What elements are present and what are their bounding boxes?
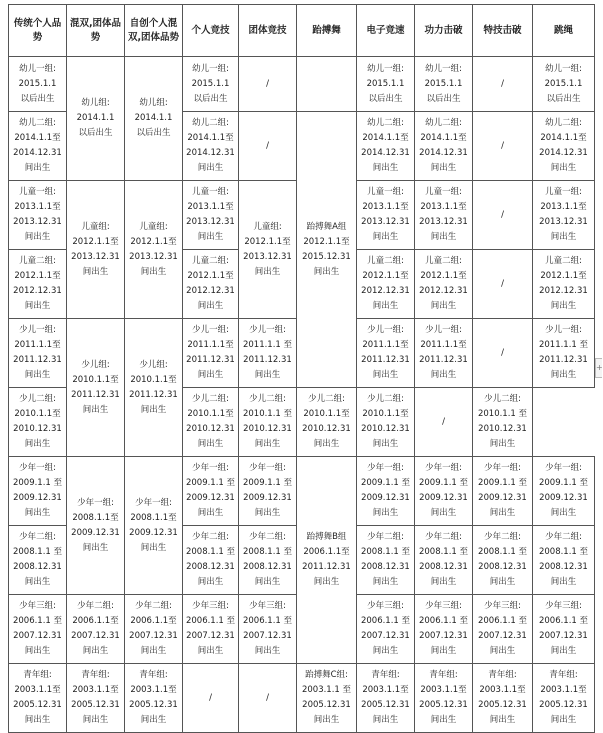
table-cell: 少年二组: 2008.1.1 至 2008.12.31 间出生 — [473, 526, 533, 595]
table-cell: 青年组: 2003.1.1至 2005.12.31 间出生 — [125, 664, 183, 733]
header-pair-team-poomsae: 混双,团体品势 — [67, 5, 125, 57]
table-cell: 幼儿二组: 2014.1.1至 2014.12.31 间出生 — [415, 112, 473, 181]
dance-group-c-cell: 跆搏舞C组: 2003.1.1 至 2005.12.31 间出生 — [297, 664, 357, 733]
table-cell: 少年二组: 2008.1.1 至 2008.12.31 间出生 — [9, 526, 67, 595]
empty-cell-dash: / — [473, 250, 533, 319]
table-cell: 儿童组: 2012.1.1至 2013.12.31 间出生 — [67, 181, 125, 319]
table-cell: 儿童二组: 2012.1.1至 2012.12.31 间出生 — [415, 250, 473, 319]
table-cell: 少儿二组: 2010.1.1至 2010.12.31 间出生 — [183, 388, 239, 457]
header-jump-rope: 跳绳 — [533, 5, 595, 57]
table-cell: 儿童一组: 2013.1.1至 2013.12.31 间出生 — [533, 181, 595, 250]
table-cell: 青年组: 2003.1.1至 2005.12.31 间出生 — [473, 664, 533, 733]
header-row — [9, 5, 595, 57]
table-cell: 儿童组: 2012.1.1至 2013.12.31 间出生 — [239, 181, 297, 319]
empty-cell-dash: / — [239, 57, 297, 112]
table-cell: 少年一组: 2009.1.1 至 2009.12.31 间出生 — [415, 457, 473, 526]
empty-cell-dash: / — [239, 664, 297, 733]
table-cell: 少儿二组: 2010.1.1至 2010.12.31 间出生 — [297, 388, 357, 457]
dance-group-b-cell: 跆搏舞B组 2006.1.1至 2011.12.31 间出生 — [297, 457, 357, 664]
table-cell: 少儿一组: 2011.1.1至 2011.12.31 间出生 — [357, 319, 415, 388]
table-cell: 青年组: 2003.1.1至 2005.12.31 间出生 — [533, 664, 595, 733]
table-cell: 少儿二组: 2010.1.1 至 2010.12.31 间出生 — [473, 388, 533, 457]
empty-cell-dash: / — [473, 112, 533, 181]
table-cell: 儿童组: 2012.1.1至 2013.12.31 间出生 — [125, 181, 183, 319]
table-cell: 少年一组: 2009.1.1 至 2009.12.31 间出生 — [239, 457, 297, 526]
empty-cell-dash: / — [415, 388, 473, 457]
header-individual-sparring: 个人竞技 — [183, 5, 239, 57]
table-cell: 少儿二组: 2010.1.1 至 2010.12.31 间出生 — [239, 388, 297, 457]
empty-cell-dash: / — [473, 57, 533, 112]
table-cell: 青年组: 2003.1.1至 2005.12.31 间出生 — [357, 664, 415, 733]
table-cell: 儿童一组: 2013.1.1至 2013.12.31 间出生 — [415, 181, 473, 250]
table-cell: 幼儿一组: 2015.1.1 以后出生 — [533, 57, 595, 112]
table-cell: 少年三组: 2006.1.1 至 2007.12.31 间出生 — [415, 595, 473, 664]
table-cell: 青年组: 2003.1.1至 2005.12.31 间出生 — [67, 664, 125, 733]
table-cell: 少儿一组: 2011.1.1至 2011.12.31 间出生 — [183, 319, 239, 388]
table-cell: 儿童二组: 2012.1.1至 2012.12.31 间出生 — [9, 250, 67, 319]
table-cell: 少年一组: 2008.1.1至 2009.12.31 间出生 — [125, 457, 183, 595]
table-cell: 少年三组: 2006.1.1 至 2007.12.31 间出生 — [183, 595, 239, 664]
table-cell: 少年一组: 2009.1.1 至 2009.12.31 间出生 — [473, 457, 533, 526]
empty-cell-dash: / — [473, 319, 533, 388]
table-cell: 幼儿二组: 2014.1.1至 2014.12.31 间出生 — [9, 112, 67, 181]
table-cell: 少年二组: 2008.1.1 至 2008.12.31 间出生 — [183, 526, 239, 595]
table-cell: 幼儿一组: 2015.1.1 以后出生 — [183, 57, 239, 112]
table-row — [9, 57, 595, 112]
header-electronic-speed: 电子竞速 — [357, 5, 415, 57]
dance-group-a-cell: 跆搏舞A组 2012.1.1至 2015.12.31 间出生 — [297, 112, 357, 388]
table-cell: 少儿二组: 2010.1.1至 2010.12.31 间出生 — [357, 388, 415, 457]
header-special-breaking: 特技击破 — [473, 5, 533, 57]
table-cell: 少年二组: 2008.1.1 至 2008.12.31 间出生 — [415, 526, 473, 595]
header-traditional-poomsae: 传统个人品势 — [9, 5, 67, 57]
table-cell: 儿童一组: 2013.1.1至 2013.12.31 间出生 — [183, 181, 239, 250]
table-cell: 青年组: 2003.1.1至 2005.12.31 间出生 — [9, 664, 67, 733]
table-cell: 少年一组: 2009.1.1 至 2009.12.31 间出生 — [183, 457, 239, 526]
table-cell: 幼儿一组: 2015.1.1 以后出生 — [357, 57, 415, 112]
table-cell: 少年二组: 2008.1.1 至 2008.12.31 间出生 — [357, 526, 415, 595]
header-taekwondo-dance: 跆搏舞 — [297, 5, 357, 57]
table-cell: 少年一组: 2008.1.1至 2009.12.31 间出生 — [67, 457, 125, 595]
table-cell: 少儿组: 2010.1.1至 2011.12.31 间出生 — [67, 319, 125, 457]
table-cell: 少年二组: 2006.1.1至 2007.12.31 间出生 — [67, 595, 125, 664]
table-cell: 少年三组: 2006.1.1 至 2007.12.31 间出生 — [357, 595, 415, 664]
table-row — [9, 664, 595, 733]
table-cell: 幼儿组: 2014.1.1 以后出生 — [67, 57, 125, 181]
table-cell: 儿童二组: 2012.1.1至 2012.12.31 间出生 — [357, 250, 415, 319]
age-group-table — [8, 4, 595, 733]
table-cell: 幼儿二组: 2014.1.1至 2014.12.31 间出生 — [183, 112, 239, 181]
header-team-sparring: 团体竞技 — [239, 5, 297, 57]
table-cell: 儿童二组: 2012.1.1至 2012.12.31 间出生 — [183, 250, 239, 319]
table-cell: 少儿组: 2010.1.1至 2011.12.31 间出生 — [125, 319, 183, 457]
table-cell: 幼儿组: 2014.1.1 以后出生 — [125, 57, 183, 181]
side-expand-tab[interactable]: + — [595, 358, 602, 378]
table-cell: 幼儿二组: 2014.1.1至 2014.12.31 间出生 — [357, 112, 415, 181]
table-cell: 儿童二组: 2012.1.1至 2012.12.31 间出生 — [533, 250, 595, 319]
empty-cell-dash: / — [473, 181, 533, 250]
table-cell: 少儿二组: 2010.1.1至 2010.12.31 间出生 — [9, 388, 67, 457]
table-cell: 少儿一组: 2011.1.1至 2011.12.31 间出生 — [9, 319, 67, 388]
empty-cell — [297, 57, 357, 112]
table-cell: 少年二组: 2008.1.1 至 2008.12.31 间出生 — [533, 526, 595, 595]
table-row — [9, 457, 595, 526]
table-cell: 少年一组: 2009.1.1 至 2009.12.31 间出生 — [533, 457, 595, 526]
table-cell: 青年组: 2003.1.1至 2005.12.31 间出生 — [415, 664, 473, 733]
table-cell: 儿童一组: 2013.1.1至 2013.12.31 间出生 — [357, 181, 415, 250]
table-cell: 少年三组: 2006.1.1 至 2007.12.31 间出生 — [473, 595, 533, 664]
table-cell: 少年三组: 2006.1.1 至 2007.12.31 间出生 — [9, 595, 67, 664]
empty-cell-dash: / — [239, 112, 297, 181]
table-cell: 少年一组: 2009.1.1 至 2009.12.31 间出生 — [357, 457, 415, 526]
table-cell: 少儿一组: 2011.1.1 至 2011.12.31 间出生 — [533, 319, 595, 388]
table-cell: 幼儿一组: 2015.1.1 以后出生 — [9, 57, 67, 112]
empty-cell-dash: / — [183, 664, 239, 733]
table-cell: 少儿一组: 2011.1.1至 2011.12.31 间出生 — [415, 319, 473, 388]
table-cell: 少儿一组: 2011.1.1 至 2011.12.31 间出生 — [239, 319, 297, 388]
table-cell: 少年二组: 2006.1.1至 2007.12.31 间出生 — [125, 595, 183, 664]
table-cell: 少年一组: 2009.1.1 至 2009.12.31 间出生 — [9, 457, 67, 526]
table-cell: 幼儿二组: 2014.1.1至 2014.12.31 间出生 — [533, 112, 595, 181]
header-power-breaking: 功力击破 — [415, 5, 473, 57]
table-cell: 少年二组: 2008.1.1 至 2008.12.31 间出生 — [239, 526, 297, 595]
table-cell: 少年三组: 2006.1.1 至 2007.12.31 间出生 — [533, 595, 595, 664]
table-cell: 儿童一组: 2013.1.1至 2013.12.31 间出生 — [9, 181, 67, 250]
table-cell: 少年三组: 2006.1.1 至 2007.12.31 间出生 — [239, 595, 297, 664]
header-freestyle-poomsae: 自创个人混双,团体品势 — [125, 5, 183, 57]
table-cell: 幼儿一组: 2015.1.1 以后出生 — [415, 57, 473, 112]
